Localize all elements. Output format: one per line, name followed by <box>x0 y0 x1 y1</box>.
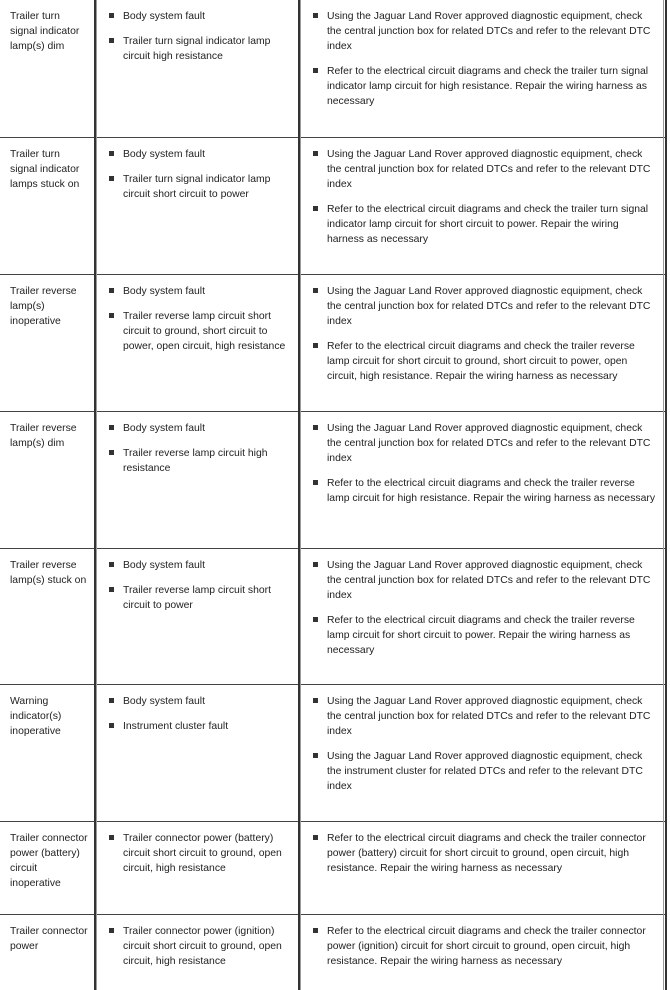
column-divider <box>96 0 97 990</box>
table-border <box>665 0 667 990</box>
bullet-icon <box>313 928 318 933</box>
list-item <box>312 831 656 876</box>
list-item <box>108 421 286 436</box>
causes-list <box>108 924 286 979</box>
list-item <box>108 558 286 573</box>
bullet-icon <box>109 176 114 181</box>
causes-list <box>108 147 286 212</box>
actions-list <box>312 284 656 394</box>
list-item <box>312 613 656 658</box>
causes-list <box>108 831 286 886</box>
list-item <box>312 339 656 384</box>
table-row <box>0 822 667 915</box>
actions-list <box>312 924 656 979</box>
action-text: Using the Jaguar Land Rover approved diagnostic equipment, check the central junction box for related DTCs and refer to the relevant DTC index <box>327 696 651 737</box>
action-text: Refer to the electrical circuit diagrams and check the trailer connector power (battery) circuit for short circuit to ground, open circuit, high resistance. Repair the wiring harness as necessary <box>327 833 646 874</box>
cause-text: Body system fault <box>123 423 206 434</box>
list-item <box>108 694 286 709</box>
bullet-icon <box>109 151 114 156</box>
bullet-icon <box>313 288 318 293</box>
list-item <box>108 284 286 299</box>
symptom-cell: Trailer connector power (battery) circuit inoperative <box>10 833 88 889</box>
cause-text: Body system fault <box>123 560 206 571</box>
cause-text: Trailer reverse lamp circuit short circuit to ground, short circuit to power, open circuit, high resistance <box>123 311 286 352</box>
action-text: Using the Jaguar Land Rover approved diagnostic equipment, check the central junction box for related DTCs and refer to the relevant DTC index <box>327 149 651 190</box>
table-row <box>0 915 667 990</box>
list-item <box>312 694 656 739</box>
cause-text: Trailer connector power (battery) circuit short circuit to ground, open circuit, high resistance <box>123 833 282 874</box>
bullet-icon <box>109 38 114 43</box>
table-row <box>0 412 667 549</box>
action-text: Using the Jaguar Land Rover approved diagnostic equipment, check the central junction box for related DTCs and refer to the relevant DTC index <box>327 11 651 52</box>
symptom-cell: Trailer connector power <box>10 926 88 952</box>
bullet-icon <box>109 450 114 455</box>
symptom-cell: Trailer turn signal indicator lamps stuck on <box>10 149 80 190</box>
list-item <box>312 749 656 794</box>
action-text: Refer to the electrical circuit diagrams and check the trailer turn signal indicator lamp circuit for short circuit to power. Repair the wiring harness as necessary <box>327 204 649 245</box>
bullet-icon <box>313 753 318 758</box>
list-item <box>312 9 656 54</box>
cause-text: Instrument cluster fault <box>123 721 229 732</box>
bullet-icon <box>109 698 114 703</box>
action-text: Refer to the electrical circuit diagrams and check the trailer connector power (ignition) circuit for short circuit to ground, open circuit, high resistance. Repair the wiring harness as necessary <box>327 926 646 967</box>
action-text: Using the Jaguar Land Rover approved diagnostic equipment, check the central junction box for related DTCs and refer to the relevant DTC index <box>327 560 651 601</box>
cause-text: Trailer reverse lamp circuit short circuit to power <box>123 585 272 611</box>
action-text: Using the Jaguar Land Rover approved diagnostic equipment, check the instrument cluster for related DTCs and refer to the relevant DTC index <box>327 751 643 792</box>
cause-text: Body system fault <box>123 149 206 160</box>
bullet-icon <box>313 151 318 156</box>
action-text: Using the Jaguar Land Rover approved diagnostic equipment, check the central junction box for related DTCs and refer to the relevant DTC index <box>327 423 651 464</box>
bullet-icon <box>109 587 114 592</box>
cause-text: Trailer reverse lamp circuit high resistance <box>123 448 268 474</box>
list-item <box>312 202 656 247</box>
cause-text: Trailer connector power (ignition) circuit short circuit to ground, open circuit, high resistance <box>123 926 282 967</box>
cause-text: Trailer turn signal indicator lamp circuit high resistance <box>123 36 271 62</box>
actions-list <box>312 421 656 516</box>
symptom-cell: Trailer reverse lamp(s) stuck on <box>10 560 87 586</box>
causes-list <box>108 694 286 744</box>
causes-list <box>108 9 286 74</box>
bullet-icon <box>109 313 114 318</box>
list-item <box>108 172 286 202</box>
causes-list <box>108 284 286 364</box>
symptom-cell: Warning indicator(s) inoperative <box>10 696 62 737</box>
bullet-icon <box>109 13 114 18</box>
cause-text: Body system fault <box>123 696 206 707</box>
bullet-icon <box>109 425 114 430</box>
table-row <box>0 138 667 275</box>
bullet-icon <box>109 835 114 840</box>
bullet-icon <box>109 288 114 293</box>
bullet-icon <box>313 206 318 211</box>
action-text: Using the Jaguar Land Rover approved diagnostic equipment, check the central junction box for related DTCs and refer to the relevant DTC index <box>327 286 651 327</box>
list-item <box>108 831 286 876</box>
bullet-icon <box>313 425 318 430</box>
action-text: Refer to the electrical circuit diagrams and check the trailer reverse lamp circuit for short circuit to ground, short circuit to power, open circuit, high resistance. Repair the wiring harness as necessary <box>327 341 635 382</box>
list-item <box>312 284 656 329</box>
table-row <box>0 0 667 138</box>
bullet-icon <box>313 835 318 840</box>
cause-text: Body system fault <box>123 11 206 22</box>
table-row <box>0 685 667 822</box>
bullet-icon <box>313 13 318 18</box>
actions-list <box>312 9 656 119</box>
bullet-icon <box>109 928 114 933</box>
list-item <box>108 34 286 64</box>
table-row <box>0 275 667 412</box>
list-item <box>312 476 656 506</box>
bullet-icon <box>313 617 318 622</box>
actions-list <box>312 558 656 668</box>
table-row <box>0 549 667 685</box>
cause-text: Trailer turn signal indicator lamp circuit short circuit to power <box>123 174 271 200</box>
list-item <box>108 924 286 969</box>
causes-list <box>108 558 286 623</box>
column-divider <box>663 0 664 990</box>
list-item <box>312 421 656 466</box>
symptom-cell: Trailer reverse lamp(s) inoperative <box>10 286 77 327</box>
bullet-icon <box>313 480 318 485</box>
list-item <box>108 583 286 613</box>
list-item <box>108 719 286 734</box>
causes-list <box>108 421 286 486</box>
column-divider <box>300 0 301 990</box>
action-text: Refer to the electrical circuit diagrams and check the trailer reverse lamp circuit for high resistance. Repair the wiring harness as necessary <box>327 478 656 504</box>
list-item <box>108 9 286 24</box>
list-item <box>312 558 656 603</box>
bullet-icon <box>313 68 318 73</box>
bullet-icon <box>109 562 114 567</box>
actions-list <box>312 147 656 257</box>
list-item <box>312 147 656 192</box>
actions-list <box>312 694 656 804</box>
bullet-icon <box>313 343 318 348</box>
bullet-icon <box>313 562 318 567</box>
action-text: Refer to the electrical circuit diagrams and check the trailer reverse lamp circuit for short circuit to power. Repair the wiring harness as necessary <box>327 615 635 656</box>
list-item <box>108 309 286 354</box>
symptom-cell: Trailer reverse lamp(s) dim <box>10 423 77 449</box>
list-item <box>312 64 656 109</box>
symptom-cell: Trailer turn signal indicator lamp(s) dim <box>10 11 80 52</box>
actions-list <box>312 831 656 886</box>
cause-text: Body system fault <box>123 286 206 297</box>
list-item <box>312 924 656 969</box>
action-text: Refer to the electrical circuit diagrams and check the trailer turn signal indicator lamp circuit for high resistance. Repair the wiring harness as necessary <box>327 66 649 107</box>
bullet-icon <box>313 698 318 703</box>
list-item <box>108 147 286 162</box>
list-item <box>108 446 286 476</box>
bullet-icon <box>109 723 114 728</box>
